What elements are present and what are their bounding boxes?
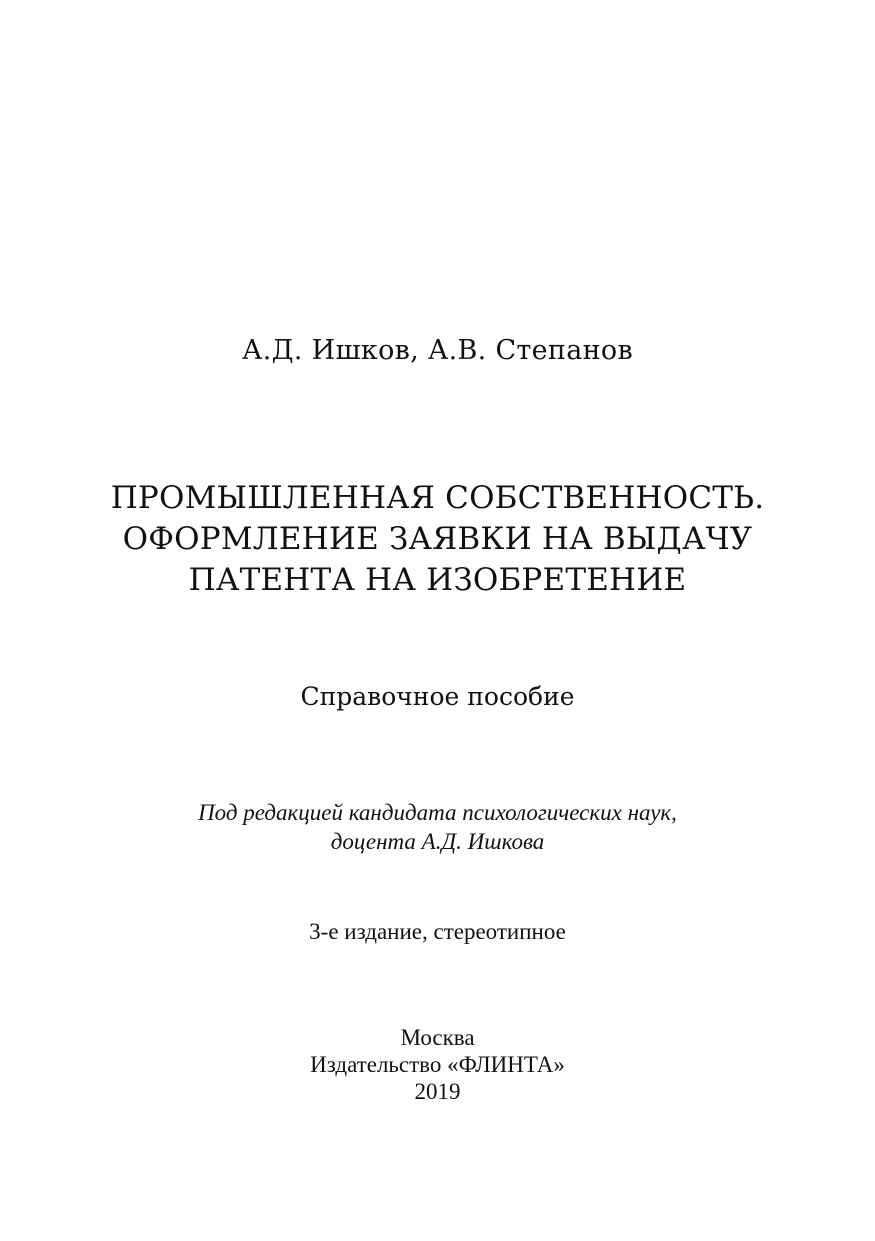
title-line: ОФОРМЛЕНИЕ ЗАЯВКИ НА ВЫДАЧУ (122, 521, 753, 557)
title-line: ПРОМЫШЛЕННАЯ СОБСТВЕННОСТЬ. (110, 480, 765, 516)
imprint-publisher: Издательство «ФЛИНТА» (310, 1052, 565, 1077)
book-title (0, 478, 875, 601)
book-subtitle: Справочное пособие (300, 682, 575, 711)
editor-note (0, 798, 875, 856)
editor-line: доцента А.Д. Ишкова (330, 829, 545, 854)
title-line: ПАТЕНТА НА ИЗОБРЕТЕНИЕ (188, 562, 687, 598)
imprint (0, 1024, 875, 1105)
authors: А.Д. Ишков, А.В. Степанов (242, 335, 633, 366)
editor-line: Под редакцией кандидата психологических наук, (198, 800, 677, 825)
edition-info: 3-е издание, стереотипное (309, 919, 566, 944)
imprint-year: 2019 (414, 1079, 461, 1104)
imprint-city: Москва (400, 1025, 475, 1050)
